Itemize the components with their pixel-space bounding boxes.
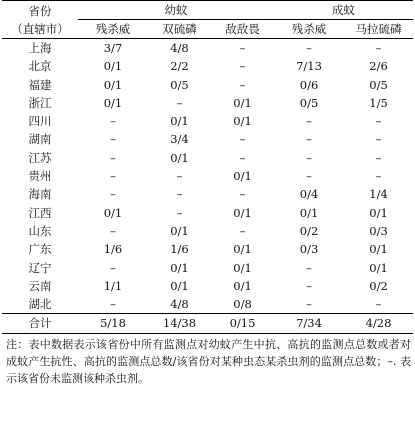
value-cell: – xyxy=(306,114,312,129)
value-cell: – xyxy=(176,95,183,110)
value-cell: – xyxy=(239,187,246,202)
value-cell: 0/1 xyxy=(233,260,252,275)
value-cell: 0/1 xyxy=(299,205,319,220)
value-cell: 1/1 xyxy=(103,278,123,293)
value-cell: 0/5 xyxy=(299,95,319,110)
table-row xyxy=(2,130,413,148)
province-cell: 四川 xyxy=(28,114,52,129)
value-cell: 0/1 xyxy=(170,223,189,238)
value-cell: – xyxy=(306,150,312,165)
value-cell: 0/1 xyxy=(233,242,252,257)
col-header-adult-deltamethrin: 残杀威 xyxy=(274,20,344,39)
value-cell: 0/2 xyxy=(369,278,388,293)
value-cell: – xyxy=(375,41,382,55)
header-group-row xyxy=(2,1,413,20)
table-row xyxy=(2,259,413,277)
table-row xyxy=(2,185,413,203)
province-cell: 浙江 xyxy=(28,95,52,110)
value-cell: 4/8 xyxy=(170,41,189,55)
resistance-table xyxy=(2,0,413,334)
province-cell: 福建 xyxy=(28,77,52,92)
value-cell: – xyxy=(239,41,246,55)
table-row xyxy=(2,240,413,258)
province-header-line2: （直辖市） xyxy=(11,21,69,36)
province-column-header xyxy=(2,1,78,39)
value-cell: – xyxy=(239,150,246,165)
value-cell: 0/1 xyxy=(233,169,252,184)
value-cell: – xyxy=(375,297,382,312)
value-cell: – xyxy=(239,59,246,74)
value-cell: – xyxy=(306,297,312,312)
value-cell: – xyxy=(176,205,183,220)
table-row xyxy=(2,149,413,167)
value-cell: 3/4 xyxy=(170,132,189,147)
province-cell: 江苏 xyxy=(28,150,52,165)
value-cell: 2/6 xyxy=(369,59,388,74)
total-label: 合计 xyxy=(2,314,78,334)
value-cell: – xyxy=(375,132,382,147)
value-cell: 0/5 xyxy=(369,77,388,92)
province-cell: 上海 xyxy=(28,41,52,55)
value-cell: 0/1 xyxy=(369,260,388,275)
value-cell: – xyxy=(306,132,312,147)
value-cell: 0/2 xyxy=(299,223,319,238)
province-cell: 江西 xyxy=(28,205,52,220)
value-cell: 0/3 xyxy=(299,242,319,257)
value-cell: 0/1 xyxy=(103,205,123,220)
table-footnote: 注：表中数据表示该省份中所有监测点对幼蚊产生中抗、高抗的监测点总数或者对成蚊产生抗性、高抗的监测点总数/该省份对某种虫态某杀虫剂的监测点总数；–. 表示该省份未监测该种杀虫剂。 xyxy=(6,338,411,386)
adult-group-label: 成蚊 xyxy=(332,3,356,17)
table-row xyxy=(2,94,413,112)
value-cell: – xyxy=(306,169,312,184)
value-cell: 1/6 xyxy=(103,242,123,257)
total-row xyxy=(2,314,413,334)
value-cell: 0/1 xyxy=(233,205,252,220)
province-cell: 贵州 xyxy=(28,169,52,184)
value-cell: 4/8 xyxy=(170,297,189,312)
adult-group-header xyxy=(274,1,413,20)
col-header-larva-deltamethrin: 残杀威 xyxy=(78,20,148,39)
value-cell: – xyxy=(110,114,116,129)
value-cell: – xyxy=(375,150,382,165)
value-cell: – xyxy=(110,150,116,165)
province-header-line1: 省份 xyxy=(28,3,52,18)
value-cell: 0/4 xyxy=(299,187,319,202)
value-cell: 0/1 xyxy=(103,95,123,110)
value-cell: – xyxy=(375,169,382,184)
larva-group-header xyxy=(78,1,274,20)
value-cell: – xyxy=(239,77,246,92)
table-row xyxy=(2,167,413,185)
value-cell: – xyxy=(110,187,116,202)
total-cell: 7/34 xyxy=(274,314,344,334)
value-cell: – xyxy=(239,223,246,238)
value-cell: – xyxy=(306,260,312,275)
table-row xyxy=(2,277,413,295)
value-cell: 0/8 xyxy=(233,297,252,312)
table-row xyxy=(2,39,413,58)
table-row xyxy=(2,57,413,75)
value-cell: 0/1 xyxy=(233,278,252,293)
value-cell: – xyxy=(110,260,116,275)
table-row xyxy=(2,112,413,130)
value-cell: 7/13 xyxy=(296,59,322,74)
value-cell: 0/1 xyxy=(233,114,252,129)
province-cell: 湖南 xyxy=(28,132,52,147)
value-cell: 0/3 xyxy=(369,223,388,238)
table-row xyxy=(2,222,413,240)
value-cell: – xyxy=(306,278,312,293)
province-cell: 云南 xyxy=(28,278,52,293)
total-cell: 14/38 xyxy=(148,314,211,334)
province-cell: 广东 xyxy=(28,242,52,257)
table-row xyxy=(2,295,413,314)
col-header-larva-trichlorfon: 敌敌畏 xyxy=(211,20,274,39)
col-header-larva-temephos: 双硫磷 xyxy=(148,20,211,39)
province-cell: 辽宁 xyxy=(28,260,52,275)
value-cell: 0/1 xyxy=(170,260,189,275)
table-row xyxy=(2,204,413,222)
province-cell: 海南 xyxy=(28,187,52,202)
value-cell: 0/1 xyxy=(369,205,388,220)
value-cell: 0/1 xyxy=(170,114,189,129)
value-cell: 0/1 xyxy=(233,95,252,110)
value-cell: – xyxy=(306,41,312,55)
province-cell: 湖北 xyxy=(28,297,52,312)
col-header-adult-malathion: 马拉硫磷 xyxy=(344,20,413,39)
total-cell: 0/15 xyxy=(211,314,274,334)
value-cell: – xyxy=(176,187,183,202)
larva-group-label: 幼蚊 xyxy=(164,3,188,17)
value-cell: 1/5 xyxy=(369,95,388,110)
value-cell: 0/1 xyxy=(170,278,189,293)
value-cell: 1/4 xyxy=(369,187,388,202)
value-cell: 0/1 xyxy=(170,150,189,165)
province-cell: 山东 xyxy=(28,223,52,238)
table-row xyxy=(2,76,413,94)
value-cell: – xyxy=(176,169,183,184)
value-cell: – xyxy=(375,114,382,129)
total-cell: 5/18 xyxy=(78,314,148,334)
value-cell: 0/1 xyxy=(369,242,388,257)
total-cell: 4/28 xyxy=(344,314,413,334)
province-cell: 北京 xyxy=(28,59,52,74)
value-cell: 0/1 xyxy=(103,59,123,74)
value-cell: – xyxy=(110,169,116,184)
value-cell: 3/7 xyxy=(103,41,123,55)
value-cell: 0/5 xyxy=(170,77,189,92)
value-cell: 1/6 xyxy=(170,242,189,257)
value-cell: 0/1 xyxy=(103,77,123,92)
value-cell: – xyxy=(110,223,116,238)
value-cell: – xyxy=(239,132,246,147)
value-cell: – xyxy=(110,132,116,147)
value-cell: – xyxy=(110,297,116,312)
value-cell: 0/6 xyxy=(299,77,319,92)
value-cell: 2/2 xyxy=(170,59,189,74)
